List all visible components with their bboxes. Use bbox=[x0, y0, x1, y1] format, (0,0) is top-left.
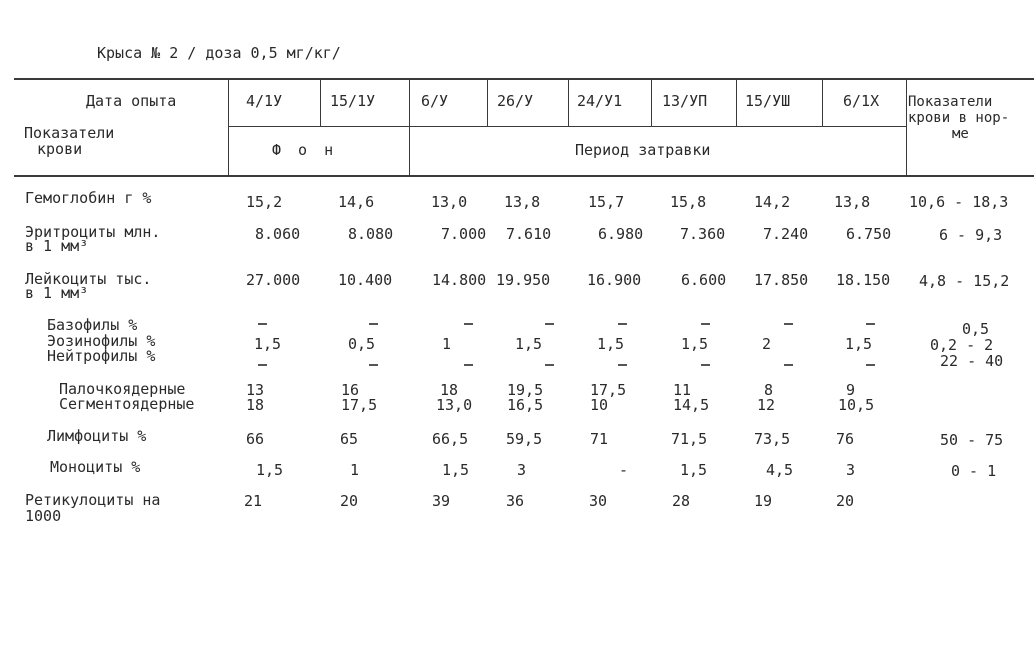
cell: 12 bbox=[757, 396, 776, 414]
indicators-header-line1: Показатели bbox=[24, 124, 115, 142]
col-divider-7 bbox=[822, 79, 823, 127]
neutrophil-dash bbox=[545, 364, 554, 366]
basophil-dash bbox=[545, 323, 554, 325]
norm-eosinophils: 0,2 - 2 bbox=[930, 336, 994, 354]
row-label-leukocytes-line1: Лейкоциты тыс. bbox=[25, 270, 152, 288]
norm-cell: 0 - 1 bbox=[951, 462, 997, 480]
cell: 8.060 bbox=[255, 225, 301, 243]
cell: 10.400 bbox=[338, 271, 393, 289]
row-label-leukocytes-line2: в 1 мм³ bbox=[25, 284, 89, 302]
cell: 1 bbox=[442, 335, 452, 353]
cell: 17,5 bbox=[341, 396, 378, 414]
cell: 18 bbox=[440, 381, 459, 399]
cell: 10,5 bbox=[838, 396, 875, 414]
cell: 0,5 bbox=[348, 335, 376, 353]
cell: 15,8 bbox=[670, 193, 707, 211]
date-col-4: 26/У bbox=[497, 92, 534, 110]
cell: 7.240 bbox=[763, 225, 809, 243]
cell: 8 bbox=[764, 381, 774, 399]
row-label-erythrocytes-line1: Эритроциты млн. bbox=[25, 223, 161, 241]
basophil-dash bbox=[784, 323, 793, 325]
cell: 15,2 bbox=[246, 193, 283, 211]
cell: 6.980 bbox=[598, 225, 644, 243]
cell: 1,5 bbox=[442, 461, 470, 479]
document-title: Крыса № 2 / доза 0,5 мг/кг/ bbox=[97, 44, 341, 62]
col-divider-1 bbox=[320, 79, 321, 127]
row-label-basophils: Базофилы % bbox=[47, 316, 138, 334]
cell: 13,8 bbox=[834, 193, 871, 211]
cell: 3 bbox=[846, 461, 856, 479]
norm-header-line1: Показатели bbox=[908, 94, 993, 110]
norm-cell: 4,8 - 15,2 bbox=[919, 272, 1010, 290]
neutrophil-dash bbox=[701, 364, 710, 366]
col-divider-4 bbox=[568, 79, 569, 127]
cell: 71 bbox=[590, 430, 609, 448]
norm-neutrophils: 22 - 40 bbox=[940, 352, 1004, 370]
date-col-2: 15/1У bbox=[330, 92, 376, 110]
norm-cell: 50 - 75 bbox=[940, 431, 1004, 449]
cell: 21 bbox=[244, 492, 263, 510]
cell: - bbox=[619, 461, 629, 479]
header-bottom-border bbox=[14, 175, 1034, 177]
basophil-dash bbox=[701, 323, 710, 325]
background-period-label: Ф о н bbox=[272, 141, 334, 159]
cell: 13,0 bbox=[436, 396, 473, 414]
cell: 18 bbox=[246, 396, 265, 414]
cell: 1,5 bbox=[256, 461, 284, 479]
date-col-1: 4/1У bbox=[246, 92, 283, 110]
neutrophil-dash bbox=[369, 364, 378, 366]
cell: 15,7 bbox=[588, 193, 625, 211]
cell: 8.080 bbox=[348, 225, 394, 243]
norm-cell: 10,6 - 18,3 bbox=[909, 193, 1009, 211]
row-label-band: Палочкоядерные bbox=[59, 380, 186, 398]
cell: 16.900 bbox=[587, 271, 642, 289]
cell: 16,5 bbox=[507, 396, 544, 414]
col-divider-6 bbox=[736, 79, 737, 127]
col-divider-5 bbox=[651, 79, 652, 127]
cell: 4,5 bbox=[766, 461, 794, 479]
col-divider-8 bbox=[906, 79, 907, 175]
cell: 13,0 bbox=[431, 193, 468, 211]
cell: 18.150 bbox=[836, 271, 891, 289]
cell: 14,5 bbox=[673, 396, 710, 414]
cell: 19,5 bbox=[507, 381, 544, 399]
cell: 20 bbox=[836, 492, 855, 510]
indicators-header-line2: крови bbox=[37, 140, 83, 158]
basophil-dash bbox=[258, 323, 267, 325]
cell: 14.800 bbox=[432, 271, 487, 289]
row-label-segmented: Сегментоядерные bbox=[59, 395, 195, 413]
exposure-period-label: Период затравки bbox=[575, 141, 711, 159]
row-label-eosinophils: Эозинофилы % bbox=[47, 332, 156, 350]
basophil-dash bbox=[464, 323, 473, 325]
cell: 3 bbox=[517, 461, 527, 479]
norm-cell: 6 - 9,3 bbox=[939, 226, 1003, 244]
cell: 16 bbox=[341, 381, 360, 399]
cell: 17.850 bbox=[754, 271, 809, 289]
row-label-reticulocytes-line2: 1000 bbox=[25, 507, 62, 525]
cell: 6.600 bbox=[681, 271, 727, 289]
cell: 36 bbox=[506, 492, 525, 510]
cell: 2 bbox=[762, 335, 772, 353]
row-label-erythrocytes-line2: в 1 мм³ bbox=[25, 237, 89, 255]
norm-basophils: 0,5 bbox=[962, 320, 990, 338]
cell: 1,5 bbox=[597, 335, 625, 353]
cell: 59,5 bbox=[506, 430, 543, 448]
header-divider bbox=[228, 126, 906, 127]
cell: 27.000 bbox=[246, 271, 301, 289]
cell: 73,5 bbox=[754, 430, 791, 448]
cell: 7.610 bbox=[506, 225, 552, 243]
date-col-7: 15/УШ bbox=[745, 92, 791, 110]
date-col-8: 6/1Х bbox=[843, 92, 880, 110]
cell: 14,6 bbox=[338, 193, 375, 211]
cell: 71,5 bbox=[671, 430, 708, 448]
cell: 66,5 bbox=[432, 430, 469, 448]
cell: 9 bbox=[846, 381, 856, 399]
cell: 1,5 bbox=[254, 335, 282, 353]
cell: 1,5 bbox=[680, 461, 708, 479]
cell: 14,2 bbox=[754, 193, 791, 211]
row-label-monocytes: Моноциты % bbox=[50, 458, 141, 476]
date-col-5: 24/У1 bbox=[577, 92, 623, 110]
cell: 39 bbox=[432, 492, 451, 510]
cell: 6.750 bbox=[846, 225, 892, 243]
cell: 19 bbox=[754, 492, 773, 510]
cell: 76 bbox=[836, 430, 855, 448]
cell: 13,8 bbox=[504, 193, 541, 211]
neutrophil-dash bbox=[618, 364, 627, 366]
cell: 30 bbox=[589, 492, 608, 510]
cell: 10 bbox=[590, 396, 609, 414]
row-label-reticulocytes-line1: Ретикулоциты на bbox=[25, 491, 161, 509]
cell: 13 bbox=[246, 381, 265, 399]
cell: 11 bbox=[673, 381, 692, 399]
cell: 7.000 bbox=[441, 225, 487, 243]
cell: 1,5 bbox=[515, 335, 543, 353]
row-label-hemoglobin: Гемоглобин г % bbox=[25, 189, 152, 207]
basophil-dash bbox=[618, 323, 627, 325]
row-label-lymphocytes: Лимфоциты % bbox=[47, 427, 147, 445]
cell: 20 bbox=[340, 492, 359, 510]
cell: 1,5 bbox=[845, 335, 873, 353]
table-top-border bbox=[14, 78, 1034, 80]
cell: 66 bbox=[246, 430, 265, 448]
cell: 65 bbox=[340, 430, 359, 448]
cell: 1,5 bbox=[681, 335, 709, 353]
col-divider-3 bbox=[487, 79, 488, 127]
cell: 1 bbox=[350, 461, 360, 479]
neutrophil-dash bbox=[866, 364, 875, 366]
cell: 19.950 bbox=[496, 271, 551, 289]
neutrophil-dash bbox=[258, 364, 267, 366]
basophil-dash bbox=[866, 323, 875, 325]
norm-header-line3: ме bbox=[952, 126, 969, 142]
col-divider-2 bbox=[409, 79, 410, 175]
neutrophil-dash bbox=[784, 364, 793, 366]
cell: 7.360 bbox=[680, 225, 726, 243]
neutrophil-dash bbox=[464, 364, 473, 366]
date-col-3: 6/У bbox=[421, 92, 449, 110]
cell: 28 bbox=[672, 492, 691, 510]
row-label-neutrophils: Нейтрофилы % bbox=[47, 347, 156, 365]
col-divider-0 bbox=[228, 79, 229, 175]
norm-header-line2: крови в нор- bbox=[908, 110, 1010, 126]
date-header: Дата опыта bbox=[86, 92, 177, 110]
basophil-dash bbox=[369, 323, 378, 325]
date-col-6: 13/УП bbox=[662, 92, 708, 110]
cell: 17,5 bbox=[590, 381, 627, 399]
